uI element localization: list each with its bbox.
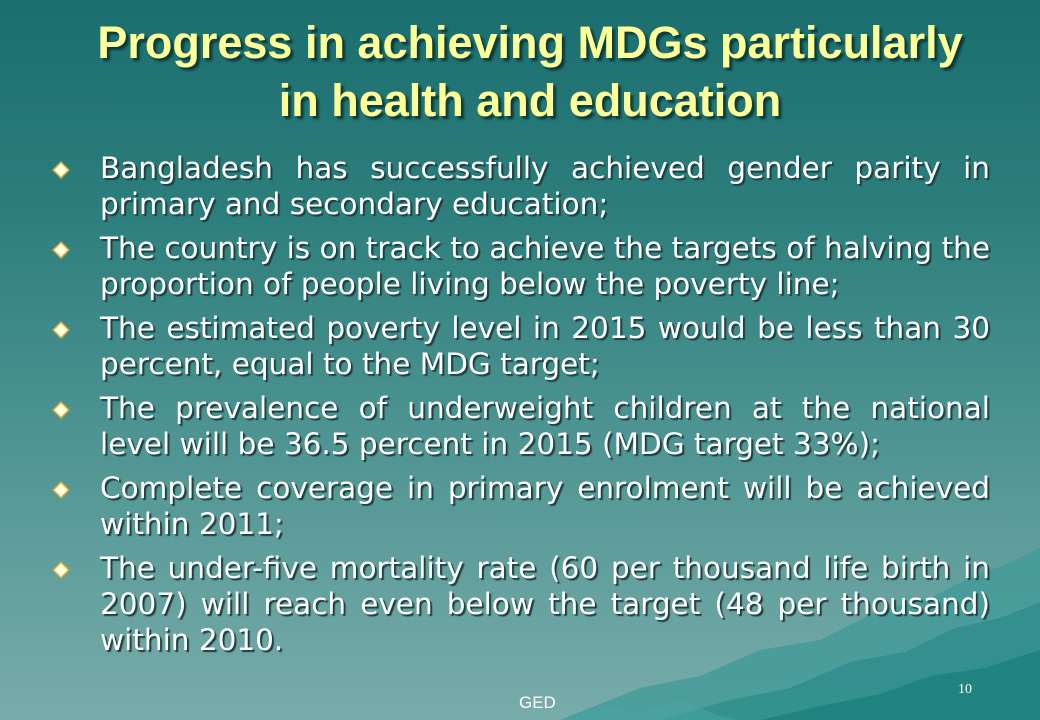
- diamond-bullet-icon: [52, 241, 70, 259]
- slide-title-line-2: in health and education: [278, 75, 782, 126]
- bullet-text: Complete coverage in primary enrolment will be achieved within 2011;: [100, 471, 990, 541]
- diamond-bullet-icon: [52, 481, 70, 499]
- diamond-bullet-icon: [52, 321, 70, 339]
- bullet-text: Bangladesh has successfully achieved gender parity in primary and secondary education;: [100, 151, 990, 221]
- slide-title-line-1: Progress in achieving MDGs particularly: [97, 17, 963, 68]
- bullet-item: [50, 310, 990, 382]
- page-number: 10: [958, 682, 972, 697]
- bullet-item: [50, 230, 990, 302]
- bullet-text: The country is on track to achieve the targets of halving the proportion of people living below the poverty line;: [100, 231, 990, 301]
- bullet-item: [50, 470, 990, 542]
- slide-title: [40, 14, 1020, 130]
- bullet-item: [50, 550, 990, 658]
- bullet-text: The prevalence of underweight children at the national level will be 36.5 percent in 2015 (MDG target 33%);: [100, 391, 990, 461]
- bullet-list: [50, 150, 990, 666]
- bullet-text: The under-five mortality rate (60 per thousand life birth in 2007) will reach even below the target (48 per thousand) within 2010.: [100, 551, 990, 657]
- diamond-bullet-icon: [52, 401, 70, 419]
- diamond-bullet-icon: [52, 561, 70, 579]
- footer-text: GED: [519, 693, 556, 712]
- bullet-text: The estimated poverty level in 2015 would be less than 30 percent, equal to the MDG target;: [100, 311, 990, 381]
- diamond-bullet-icon: [52, 161, 70, 179]
- bullet-item: [50, 150, 990, 222]
- bullet-item: [50, 390, 990, 462]
